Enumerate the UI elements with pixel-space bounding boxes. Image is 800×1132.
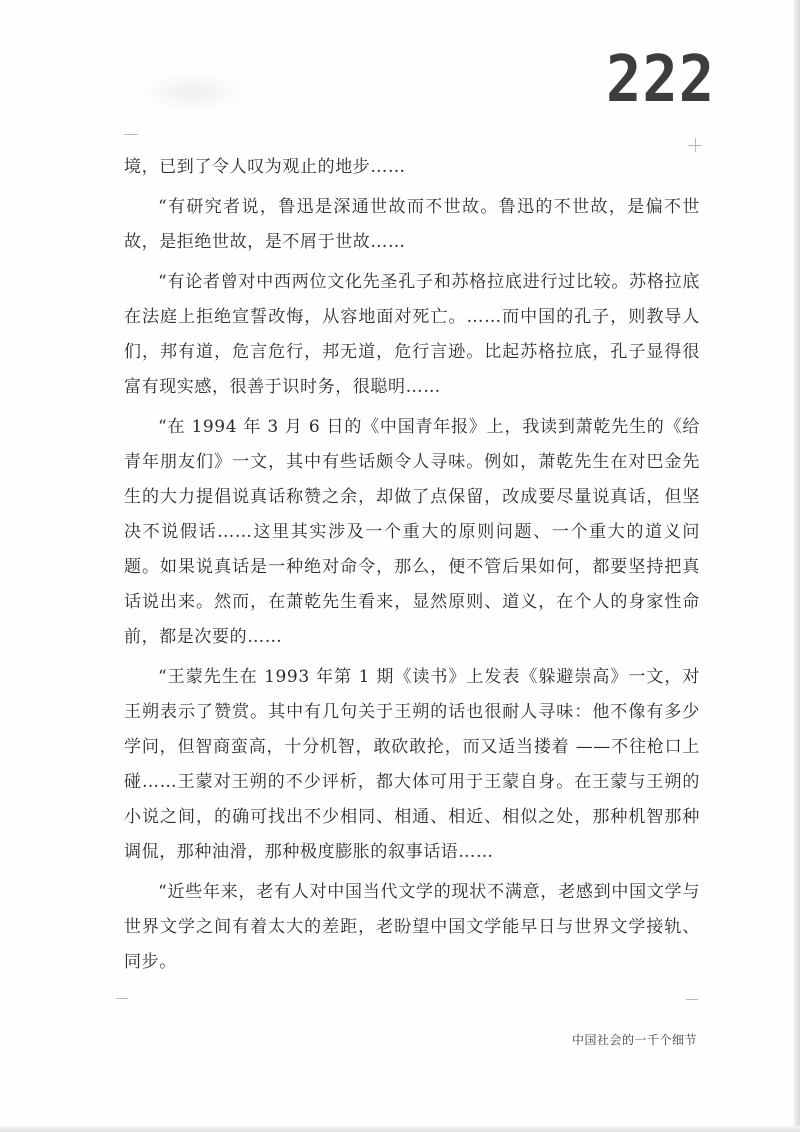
body-text <box>124 150 700 985</box>
page-edge-shadow-bottom <box>0 1126 800 1132</box>
crop-mark-top-left <box>124 134 138 135</box>
paragraph: “有研究者说，鲁迅是深通世故而不世故。鲁迅的不世故，是偏不世故，是拒绝世故，是不屑于世故…… <box>124 197 700 252</box>
paragraph: “有论者曾对中西两位文化先圣孔子和苏格拉底进行过比较。苏格拉底在法庭上拒绝宣誓改悔，从容地面对死亡。……而中国的孔子，则教导人们，邦有道，危言危行，邦无道，危行言逊。比起苏格拉底，孔子显得很富有现实感，很善于识时务，很聪明…… <box>124 272 700 397</box>
scan-smudge <box>138 72 248 112</box>
page-number: 222 <box>606 43 716 117</box>
paragraph: “在 1994 年 3 月 6 日的《中国青年报》上，我读到萧乾先生的《给青年朋友们》一文，其中有些话颇令人寻味。例如，萧乾先生在对巴金先生的大力提倡说真话称赞之余，却做了点保留，改成要尽量说真话，但坚决不说假话……这里其实涉及一个重大的原则问题、一个重大的道义问题。如果说真话是一种绝对命令，那么，便不管后果如何，都要坚持把真话说出来。然而，在萧乾先生看来，显然原则、道义，在个人的身家性命前，都是次要的…… <box>124 417 700 647</box>
crop-mark-bottom-right <box>686 999 698 1000</box>
page-edge-shadow-right <box>794 0 800 1132</box>
crop-mark-bottom-left <box>116 998 128 999</box>
paragraph: 境，已到了令人叹为观止的地步…… <box>124 157 406 177</box>
running-footer: 中国社会的一千个细节 <box>572 1033 698 1047</box>
paragraph: “近些年来，老有人对中国当代文学的现状不满意，老感到中国文学与世界文学之间有着太大的差距，老盼望中国文学能早日与世界文学接轨、同步。 <box>124 882 700 972</box>
paragraph: “王蒙先生在 1993 年第 1 期《读书》上发表《躲避崇高》一文，对王朔表示了赞赏。其中有几句关于王朔的话也很耐人寻味：他不像有多少学问，但智商蛮高，十分机智，敢砍敢抡，而又适当搂着 ——不往枪口上碰……王蒙对王朔的不少评析，都大体可用于王蒙自身。在王蒙与王朔的小说之间，的确可找出不少相同、相通、相近、相似之处，那种机智那种调侃，那种油滑，那种极度膨胀的叙事话语…… <box>124 667 700 862</box>
